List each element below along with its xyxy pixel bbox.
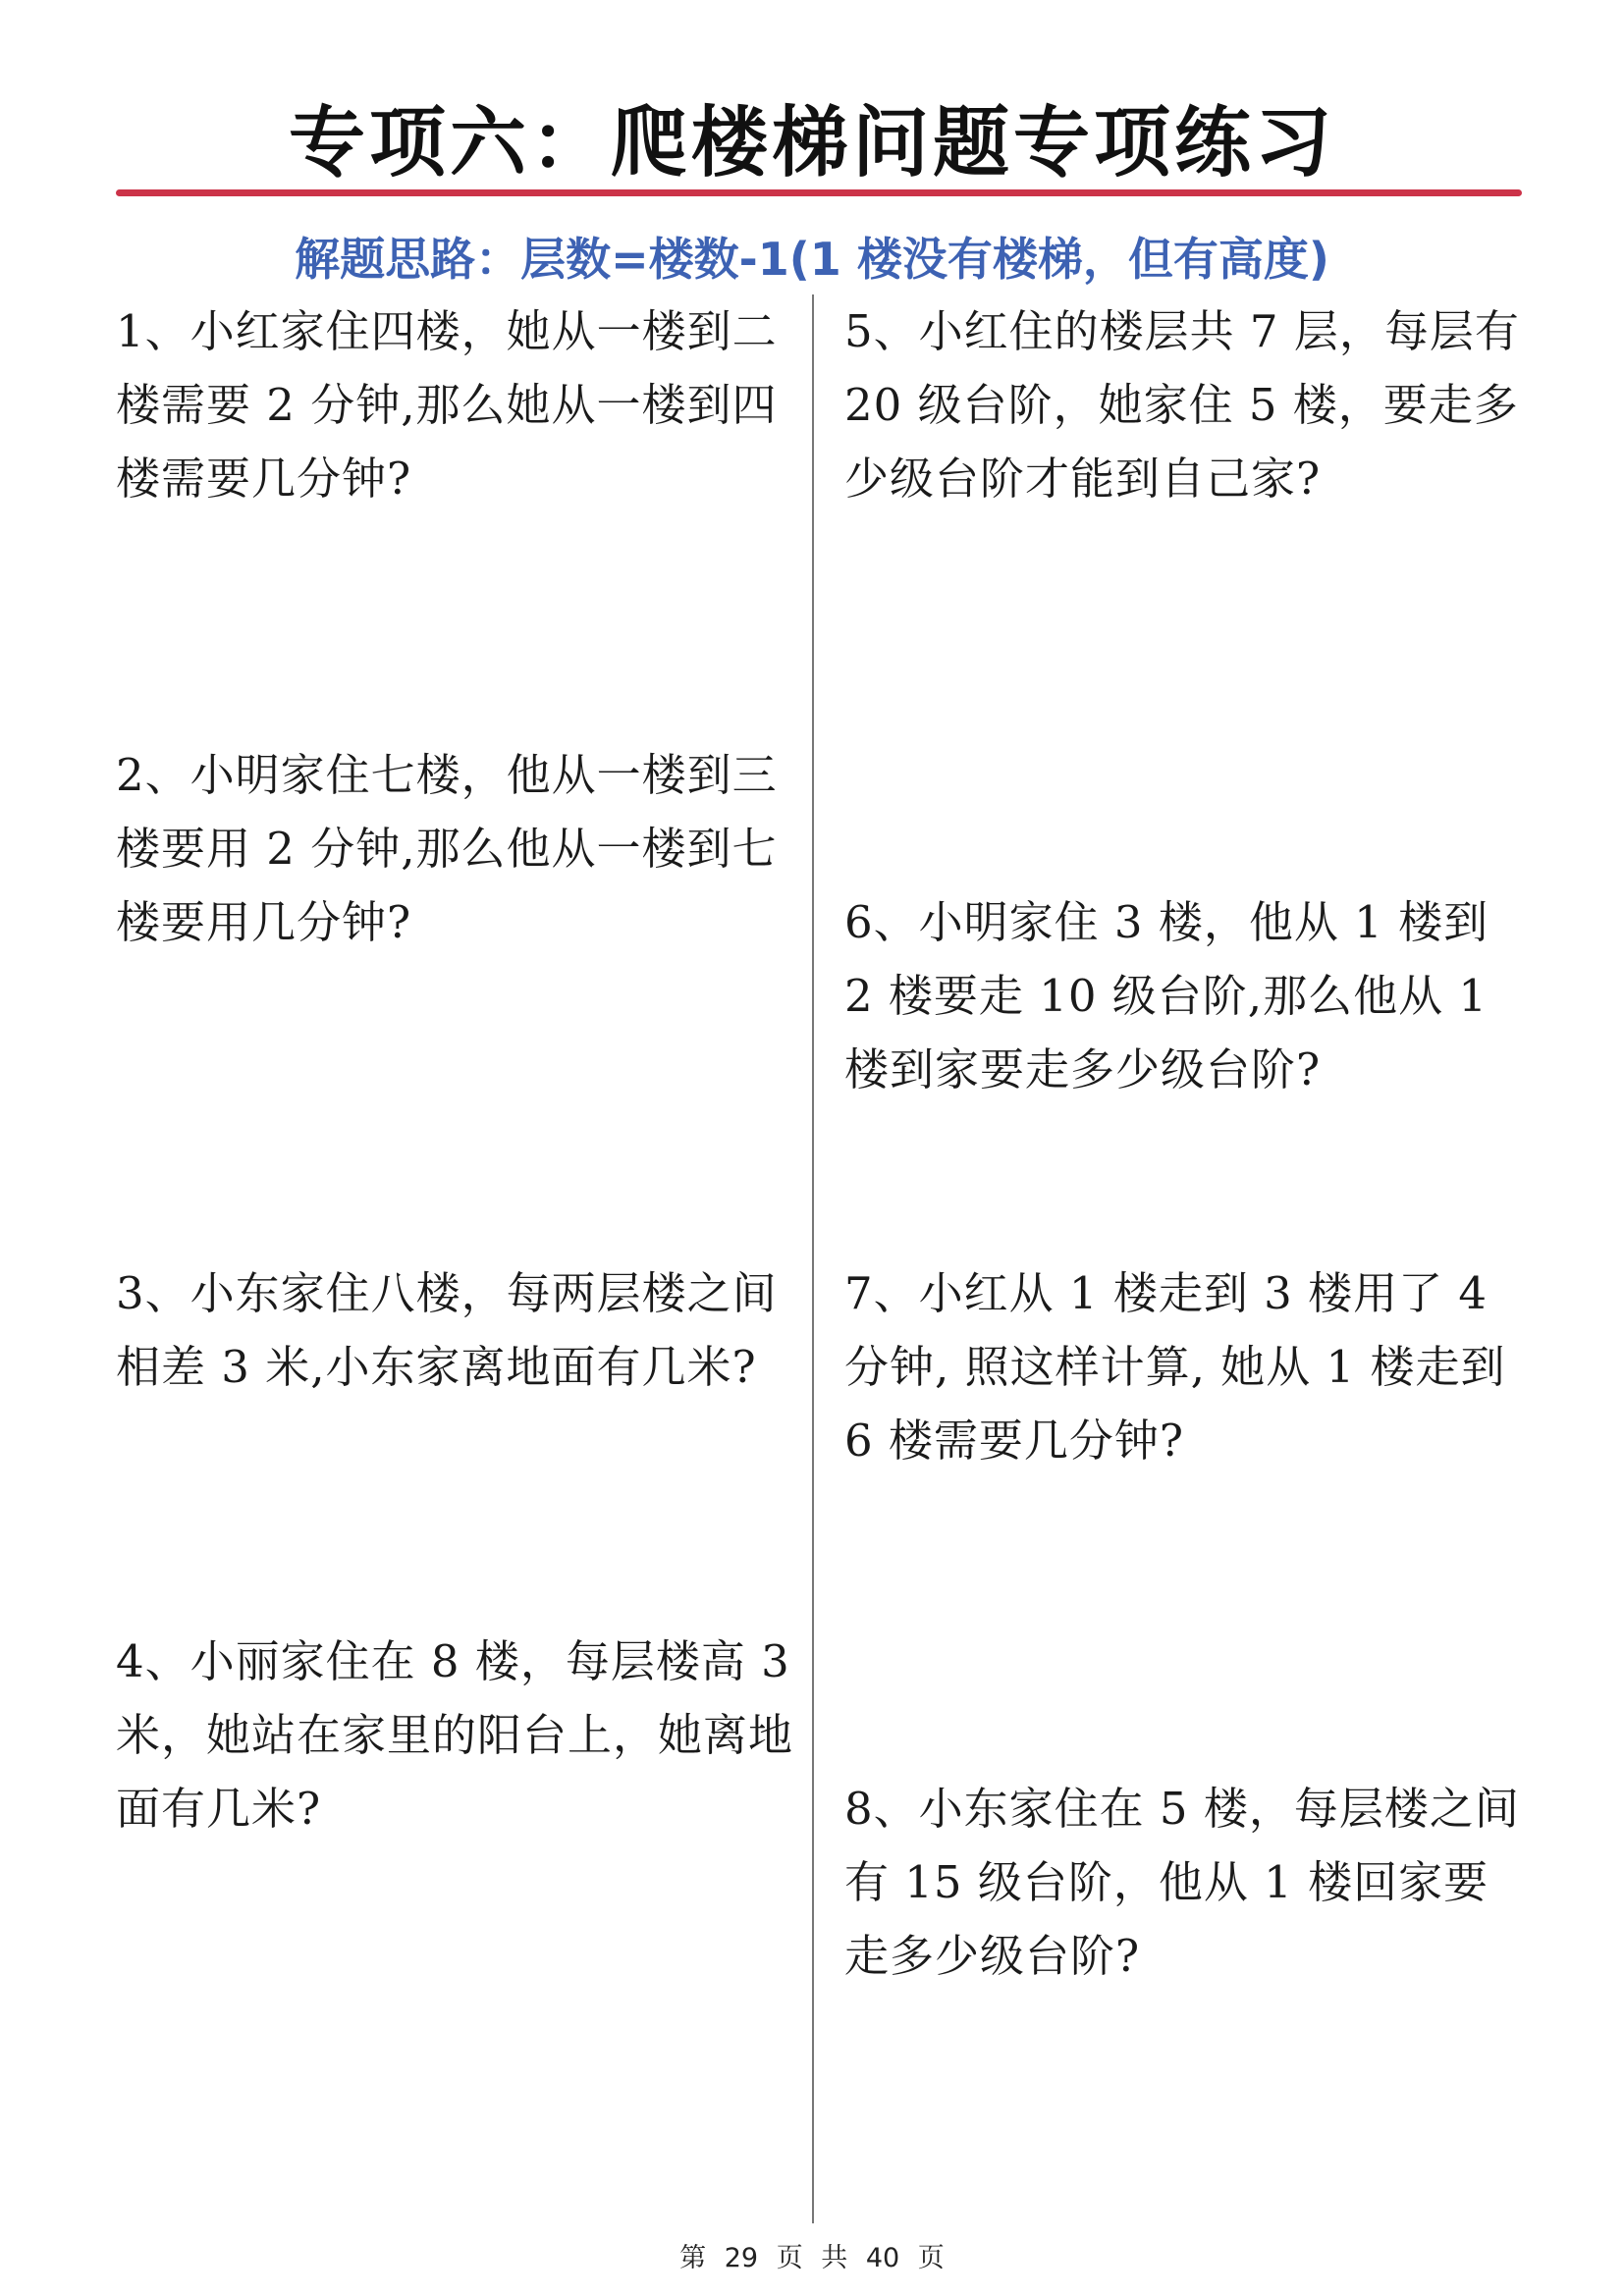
- question-6: 6、小明家住 3 楼，他从 1 楼到 2 楼要走 10 级台阶,那么他从 1 楼到家要走多少级台阶?: [844, 896, 1489, 1095]
- question-1: 1、小红家住四楼，她从一楼到二楼需要 2 分钟,那么她从一楼到四楼需要几分钟?: [116, 305, 778, 505]
- question-3: 3、小东家住八楼，每两层楼之间相差 3 米,小东家离地面有几米?: [116, 1267, 778, 1393]
- question-7: 7、小红从 1 楼走到 3 楼用了 4 分钟, 照这样计算, 她从 1 楼走到 6 楼需要几分钟?: [844, 1267, 1506, 1467]
- question-8: 8、小东家住在 5 楼，每层楼之间有 15 级台阶，他从 1 楼回家要走多少级台阶?: [844, 1783, 1520, 1982]
- question-2: 2、小明家住七楼，他从一楼到三楼要用 2 分钟,那么他从一楼到七楼要用几分钟?: [116, 749, 778, 948]
- question-4: 4、小丽家住在 8 楼，每层楼高 3 米，她站在家里的阳台上，她离地面有几米?: [116, 1635, 794, 1835]
- page-title: 专项六：爬楼梯问题专项练习: [288, 99, 1335, 187]
- page-number: 第 29 页 共 40 页: [679, 2243, 945, 2273]
- question-5: 5、小红住的楼层共 7 层，每层有 20 级台阶，她家住 5 楼，要走多少级台阶才能到自己家?: [844, 305, 1520, 505]
- title-underline: [116, 189, 1522, 196]
- column-divider: [812, 294, 814, 2223]
- solution-hint: 解题思路：层数=楼数-1(1 楼没有楼梯，但有高度): [295, 233, 1329, 286]
